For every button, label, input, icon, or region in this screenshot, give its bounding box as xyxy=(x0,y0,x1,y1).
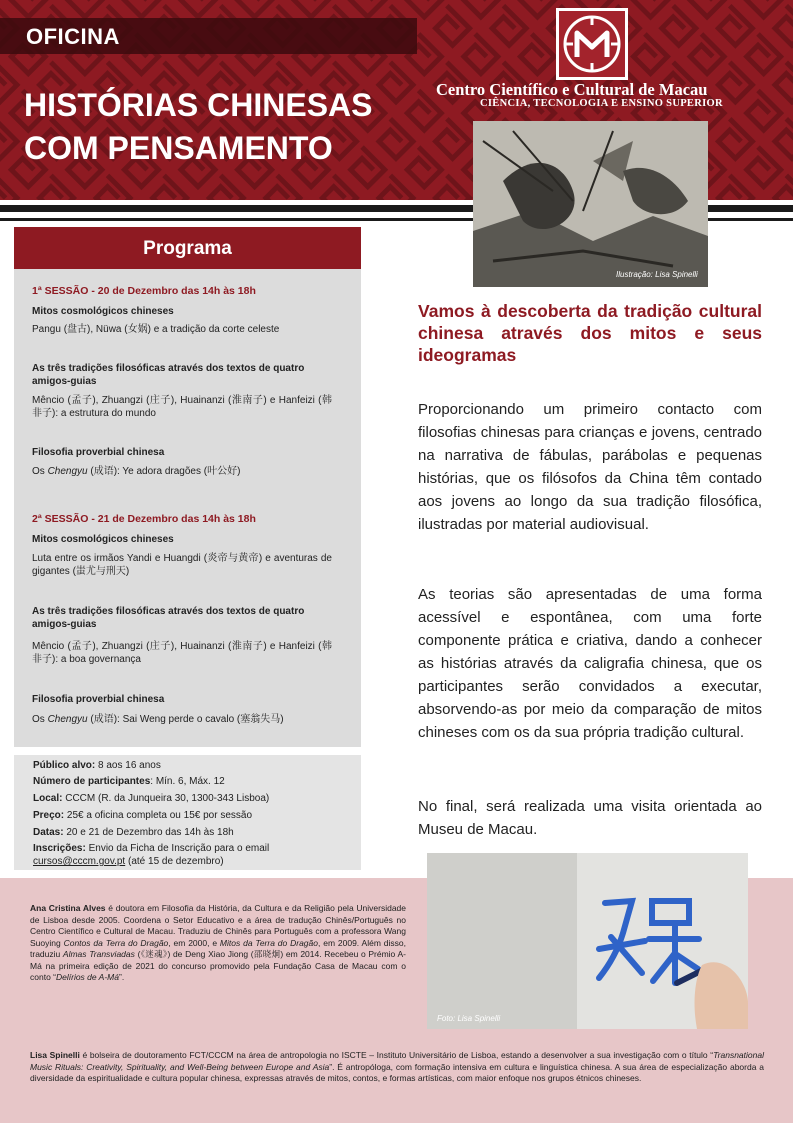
illustration xyxy=(473,121,708,287)
session1-desc1: Pangu (盘古), Nüwa (女娲) e a tradição da corte celeste xyxy=(32,324,280,335)
book-title: Mitos da Terra do Dragão xyxy=(219,937,318,948)
paragraph-2: As teorias são apresentadas de uma forma acessível e espontânea, com uma forte componente prática e criativa, dando a conhecer as histórias através da caligrafia chinesa, que os participantes serão convidados a executar, absorvendo-as por meio da comparação de mitos chineses com os da sua própria tradição cultural. xyxy=(418,586,762,741)
info-preco xyxy=(33,810,353,823)
org-subtitle: CIÊNCIA, TECNOLOGIA E ENSINO SUPERIOR xyxy=(480,98,723,109)
session1-desc3 xyxy=(32,465,332,478)
bio-text: , em 2000, e xyxy=(168,937,220,948)
bio-text: ”. xyxy=(118,972,125,982)
bio-lisa xyxy=(30,1050,764,1085)
info-numero xyxy=(33,776,353,789)
info-inscricoes xyxy=(33,843,353,856)
info-label: Número de participantes xyxy=(33,776,151,787)
bio-text: (《迷魂》) de Deng Xiao Jiong (邵晓炯) em 2014. Recebeu o Prémio A-Má na primeira edição de 2021 do concurso promovido pela Fundação Casa de Macau com o conto “ xyxy=(30,949,406,982)
text-fragment: Os xyxy=(32,466,48,477)
session2-desc1: Luta entre os irmãos Yandi e Huangdi (炎帝与黄帝) e aventuras de gigantes (蚩尤与刑天) xyxy=(32,553,332,577)
workshop-tag: OFICINA xyxy=(26,24,120,49)
paragraph-3: No final, será realizada uma visita orientada ao Museu de Macau. xyxy=(418,798,762,838)
illustration-caption: Ilustração: Lisa Spinelli xyxy=(616,270,698,279)
lead-text: Vamos à descoberta da tradição cultural chinesa através dos mitos e seus ideogramas xyxy=(418,301,762,365)
info-value: 25€ a oficina completa ou 15€ por sessão xyxy=(64,810,253,821)
org-name: Centro Científico e Cultural de Macau xyxy=(436,80,708,99)
session1-desc2: Mêncio (孟子), Zhuangzi (庄子), Huainanzi (淮南子) e Hanfeizi (韩非子): a estrutura do mundo xyxy=(32,395,332,419)
session2-topic3: Filosofia proverbial chinesa xyxy=(32,694,165,705)
photo-drawing xyxy=(427,853,748,1029)
info-datas xyxy=(33,827,353,840)
info-value: (até 15 de dezembro) xyxy=(125,856,224,867)
paragraph-1: Proporcionando um primeiro contacto com filosofias chinesas para crianças e jovens, centrado na narrativa de fábulas, parábolas e pequenas histórias, que os filósofos da China têm contado aos jovens ao longo da sua tradição filosófica, ilustradas por material audiovisual. xyxy=(418,401,762,533)
bio-text: é bolseira de doutoramento FCT/CCCM na área de antropologia no ISCTE – Instituto Universitário de Lisboa, estando a desenvolver a sua investigação com o título “ xyxy=(79,1050,714,1060)
bio-name: Ana Cristina Alves xyxy=(30,903,106,913)
book-title: Contos da Terra do Dragão xyxy=(63,937,169,948)
info-value: CCCM (R. da Junqueira 30, 1300-343 Lisboa) xyxy=(62,793,270,804)
info-value: : Mín. 6, Máx. 12 xyxy=(150,776,225,787)
info-local xyxy=(33,793,353,806)
session2-desc3 xyxy=(32,713,332,726)
illustration-drawing xyxy=(473,121,708,287)
session2-title: 2ª SESSÃO - 21 de Dezembro das 14h às 18h xyxy=(32,513,256,525)
logo-mark-icon xyxy=(559,11,625,77)
info-value: Envio da Ficha de Inscrição para o email xyxy=(85,843,270,854)
session2-desc2: Mêncio (孟子), Zhuangzi (庄子), Huainanzi (淮南子) e Hanfeizi (韩非子): a boa governança xyxy=(32,641,332,665)
chengyu-term: Chengyu xyxy=(47,466,88,477)
cccm-logo xyxy=(556,8,628,80)
info-value: 8 aos 16 anos xyxy=(95,760,161,771)
info-label: Local: xyxy=(33,793,63,804)
session2-topic1: Mitos cosmológicos chineses xyxy=(32,534,174,545)
info-label: Público alvo: xyxy=(33,760,96,771)
text-fragment: Os xyxy=(32,714,48,725)
info-publico xyxy=(33,760,353,773)
session2-topic2: As três tradições filosóficas através dos textos de quatro amigos-guias xyxy=(32,606,305,630)
bio-name: Lisa Spinelli xyxy=(30,1050,80,1060)
bio-text: , em 2009. Além disso, traduziu xyxy=(30,937,406,959)
bio-text: é doutora em Filosofia da História, da Cultura e da Religião pela Universidade de Lisboa desde 2005. Coordena o Setor Educativo e a área de tradução Chinês/Português no Centro Científico e Cultural de Macau. Traduziu de Chinês para Português com a professora Wang Suoying xyxy=(30,903,407,948)
photo-caption: Foto: Lisa Spinelli xyxy=(437,1014,501,1023)
info-label: Datas: xyxy=(33,827,64,838)
program-heading: Programa xyxy=(14,227,361,269)
info-label: Preço: xyxy=(33,810,65,821)
text-fragment: (成语): Sai Weng perde o cavalo (塞翁失马) xyxy=(87,714,284,725)
chengyu-term: Chengyu xyxy=(47,714,88,725)
info-label: Inscrições: xyxy=(33,843,86,854)
title-line-2: COM PENSAMENTO xyxy=(24,130,333,166)
session1-topic3: Filosofia proverbial chinesa xyxy=(32,447,165,458)
bio-text: ”. É antropóloga, com formação intensiva em cultura e linguística chinesa. A sua área de especialização aborda a diversidade da espiritualidade e cultura popular chinesa, expressas através de mitos, contos, e formas artísticas, com maior enfoque nos grupos étnicos chineses. xyxy=(30,1061,764,1083)
session1-title: 1ª SESSÃO - 20 de Dezembro das 14h às 18h xyxy=(32,285,256,297)
page-title xyxy=(24,84,424,170)
info-value: 20 e 21 de Dezembro das 14h às 18h xyxy=(63,827,234,838)
email-link[interactable]: cursos@cccm.gov.pt xyxy=(33,856,126,867)
thesis-title: Transnational Music Rituals: Creativity, Spirituality, and Well-Being between Europe and Asia xyxy=(30,1050,764,1072)
session1-topic1: Mitos cosmológicos chineses xyxy=(32,306,174,317)
text-fragment: (成语): Ye adora dragões (叶公好) xyxy=(87,466,241,477)
bio-ana xyxy=(30,903,406,984)
title-line-1: HISTÓRIAS CHINESAS xyxy=(24,87,373,123)
info-email-line xyxy=(33,856,353,869)
calligraphy-photo xyxy=(427,853,748,1029)
book-title: Almas Transviadas xyxy=(62,949,135,959)
book-title: Delírios de A-Má xyxy=(56,972,119,982)
session1-topic2: As três tradições filosóficas através dos textos de quatro amigos-guias xyxy=(32,363,305,387)
